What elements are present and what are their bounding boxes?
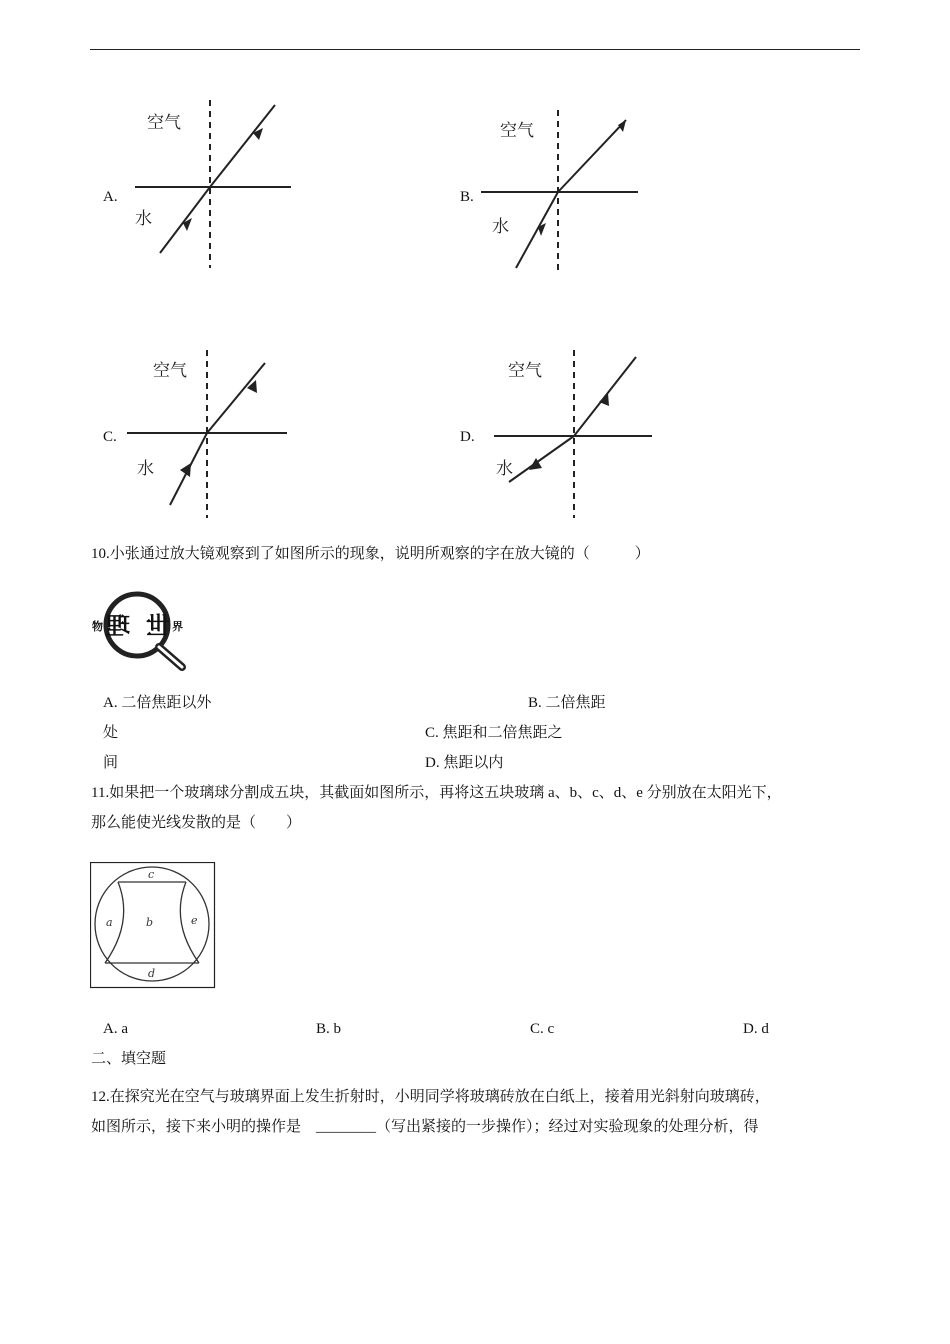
q10-option-a[interactable]: A. 二倍焦距以外 [103,695,212,711]
refracted-ray [516,192,558,268]
arrow-up-icon [599,393,609,406]
piece-d-label: d [148,967,156,980]
svg-text:理: 理 [106,612,130,640]
refraction-diagram-c [125,350,295,520]
refraction-diagram-b [478,110,653,275]
air-label: 空气 [147,113,181,133]
mirrored-glyph-2 [146,612,170,640]
piece-c-label: c [148,868,155,881]
option-c-diagram[interactable] [125,350,295,525]
water-label: 水 [492,217,509,237]
air-label: 空气 [153,361,187,381]
section-2-title: 二、填空题 [91,1051,167,1067]
option-d-diagram[interactable] [494,350,664,525]
air-label: 空气 [500,121,534,141]
mirrored-glyph-1 [105,612,130,640]
arrow-down-icon [618,120,626,132]
water-label: 水 [496,459,513,479]
question-12-line1: 12.在探究光在空气与玻璃界面上发生折射时，小明同学将玻璃砖放在白纸上，接着用光斜射向玻璃砖， [91,1089,770,1105]
incident-ray [210,105,275,187]
option-b-diagram[interactable] [478,110,653,280]
q10-option-c[interactable]: C. 焦距和二倍焦距之 [425,725,563,741]
magnifier-image [90,585,200,675]
question-11-stem-line2: 那么能使光线发散的是（ ） [91,815,302,831]
text-right: 界 [172,620,183,633]
q10-option-d[interactable]: D. 焦距以内 [425,755,504,771]
q11-option-a[interactable]: A. a [103,1021,128,1037]
text-left: 物 [92,620,103,633]
q10-option-b-cont: 处 [103,725,119,741]
option-d-label[interactable]: D. [460,429,475,445]
incident-ray [558,120,626,192]
piece-e-label: e [191,914,198,927]
q10-option-c-cont: 间 [103,755,119,771]
q11-option-b[interactable]: B. b [316,1021,342,1037]
piece-a-label: a [106,916,113,929]
option-c-label[interactable]: C. [103,429,117,445]
header-rule [90,49,860,50]
option-a-label[interactable]: A. [103,189,118,205]
water-label: 水 [137,459,154,479]
q12-line2-part2: （写出紧接的一步操作）；经过对实验现象的处理分析，得 [376,1119,759,1135]
q11-option-c[interactable]: C. c [530,1021,555,1037]
question-11-stem-line1: 11.如果把一个玻璃球分割成五块，其截面如图所示，再将这五块玻璃 a、b、c、d、e 分别放在太阳光下， [91,785,782,801]
question-12-line2 [91,1112,759,1142]
water-label: 水 [135,209,152,229]
svg-text:世: 世 [146,612,170,640]
refraction-diagram-d [494,350,664,520]
air-label: 空气 [508,361,542,381]
glass-sphere-image [90,862,216,989]
q11-option-d[interactable]: D. d [743,1021,769,1037]
refracted-ray [160,187,210,253]
q10-option-b[interactable]: B. 二倍焦距 [528,695,606,711]
piece-b-label: b [146,916,154,929]
q12-line2-part1: 如图所示，接下来小明的操作是 [91,1119,317,1135]
question-10-stem: 10.小张通过放大镜观察到了如图所示的现象，说明所观察的字在放大镜的（ ） [91,546,650,562]
incident-ray [509,436,574,482]
refracted-ray [207,363,265,433]
option-a-diagram[interactable] [125,100,300,275]
glass-sphere-figure [90,862,216,994]
refraction-diagram-a [125,100,300,270]
magnifier-figure [90,585,200,680]
q12-blank[interactable]: ________ [316,1119,377,1135]
option-b-label[interactable]: B. [460,189,474,205]
